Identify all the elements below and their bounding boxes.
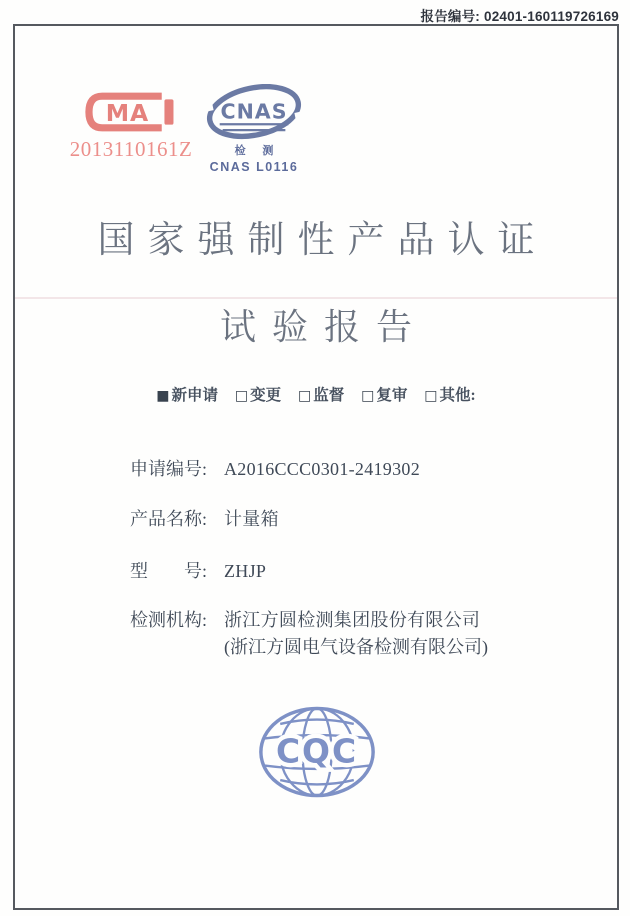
cqc-letters: CQC bbox=[275, 731, 359, 771]
cnas-accreditation-number: CNAS L0116 bbox=[209, 160, 299, 174]
cnas-logo-icon bbox=[205, 84, 303, 140]
field-label: 产品名称: bbox=[130, 509, 208, 529]
document-subtitle: 试验报告 bbox=[219, 307, 428, 347]
report-number-value: 02401-160119726169 bbox=[484, 9, 619, 24]
checkbox-label: 复审 bbox=[376, 387, 408, 404]
document-title: 国家强制性产品认证 bbox=[97, 220, 548, 261]
field-label: 检测机构: bbox=[130, 610, 208, 630]
checkbox-empty-icon: □ bbox=[424, 388, 438, 404]
checkbox-label: 其他: bbox=[439, 387, 476, 404]
cma-c-bar bbox=[164, 99, 173, 124]
cma-letters: MA bbox=[105, 99, 150, 128]
field-value: 计量箱 bbox=[224, 509, 279, 529]
checkbox-empty-icon: □ bbox=[361, 388, 375, 404]
checkbox-label: 变更 bbox=[250, 387, 282, 404]
field-model bbox=[130, 557, 266, 583]
checkbox-review bbox=[361, 383, 407, 405]
checkbox-new-application bbox=[156, 383, 218, 405]
cma-logo-block bbox=[53, 92, 209, 162]
checkbox-change bbox=[235, 383, 281, 405]
field-application-number bbox=[130, 455, 420, 481]
cnas-caption: 检 测 bbox=[234, 145, 281, 157]
checkbox-filled-icon: ■ bbox=[156, 388, 170, 404]
report-number bbox=[421, 5, 620, 25]
checkbox-supervision bbox=[298, 383, 344, 405]
page-border-frame bbox=[13, 24, 619, 910]
cnas-logo-block bbox=[187, 84, 321, 174]
report-number-label: 报告编号: bbox=[420, 9, 480, 24]
checkbox-empty-icon: □ bbox=[234, 388, 249, 404]
checkbox-empty-icon: □ bbox=[298, 388, 312, 404]
field-testing-organization bbox=[130, 606, 480, 632]
checkbox-label: 监督 bbox=[313, 387, 345, 404]
cnas-letters: CNAS bbox=[220, 99, 288, 124]
cqc-logo-icon bbox=[257, 702, 377, 802]
field-value: 浙江方圆检测集团股份有限公司 bbox=[224, 610, 481, 630]
field-label: 申请编号: bbox=[130, 459, 208, 479]
field-label: 型 号: bbox=[130, 561, 208, 581]
field-value: ZHJP bbox=[224, 561, 267, 581]
checkbox-other bbox=[424, 383, 475, 405]
checkbox-label: 新申请 bbox=[171, 387, 219, 404]
cma-certificate-code: 2013110161Z bbox=[69, 137, 193, 161]
field-testing-organization-line2: (浙江方圆电气设备检测有限公司) bbox=[224, 637, 488, 657]
field-value: A2016CCC0301-2419302 bbox=[224, 459, 421, 479]
field-product-name bbox=[130, 505, 279, 531]
cma-logo-icon bbox=[84, 92, 178, 132]
application-type-row bbox=[15, 383, 617, 405]
